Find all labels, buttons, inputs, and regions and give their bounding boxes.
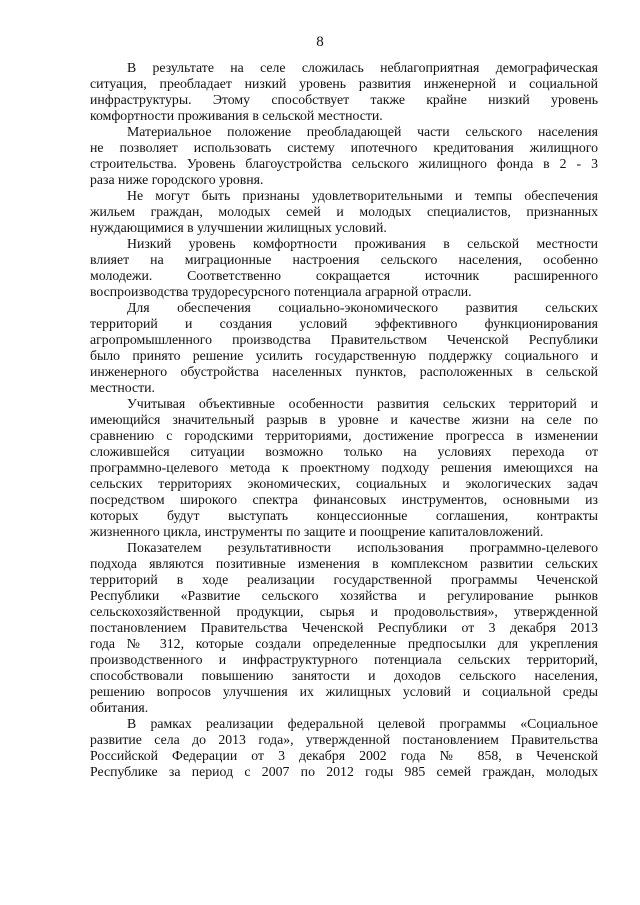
text-line: Учитывая объективные особенности развития сельских территорий и <box>127 396 598 411</box>
text-line: Низкий уровень комфортности проживания в сельской местности <box>127 236 598 251</box>
text-line: производственного и инфраструктурного потенциала сельских территорий, <box>90 652 598 667</box>
text-line: ситуация, преобладает низкий уровень развития инженерной и социальной <box>90 76 598 91</box>
paragraph <box>90 236 598 300</box>
paragraph <box>90 300 598 396</box>
page-number: 8 <box>316 34 324 50</box>
text-line: посредством широкого спектра финансовых инструментов, основными из <box>90 492 598 507</box>
paragraph <box>90 716 598 780</box>
text-line: сельских территориях экономических, социальных и экологических задач <box>90 476 598 491</box>
text-line: решению вопросов улучшения их жилищных условий и социальной среды <box>90 684 598 699</box>
document-body <box>90 60 598 780</box>
text-line: способствовали повышению занятости и доходов сельского населения, <box>90 668 598 683</box>
text-line: Для обеспечения социально-экономического развития сельских <box>127 300 598 315</box>
paragraph <box>90 540 598 716</box>
paragraph <box>90 188 598 236</box>
text-line: которых будут выступать концессионные соглашения, контракты <box>90 508 598 523</box>
text-line: инженерного обустройства населенных пунктов, расположенных в сельской <box>90 364 598 379</box>
text-line: раза ниже городского уровня. <box>90 172 264 187</box>
text-line: местности. <box>90 380 155 395</box>
text-line: жильем граждан, молодых семей и молодых специалистов, признанных <box>90 204 598 219</box>
text-line: программно-целевого метода к проектному подходу решения имеющихся на <box>90 460 598 475</box>
text-line: сложившейся ситуации возможно только на условиях перехода от <box>90 444 598 459</box>
paragraph <box>90 60 598 124</box>
text-line: территорий и создания условий эффективного функционирования <box>90 316 598 331</box>
paragraph <box>90 396 598 540</box>
text-line: территорий в ходе реализации государственной программы Чеченской <box>90 572 598 587</box>
paragraph <box>90 124 598 188</box>
text-line: молодежи. Соответственно сокращается источник расширенного <box>90 268 598 283</box>
text-line: инфраструктуры. Этому способствует также крайне низкий уровень <box>90 92 598 107</box>
text-line: развитие села до 2013 года», утвержденной постановлением Правительства <box>90 732 598 747</box>
text-line: нуждающимися в улучшении жилищных условий. <box>90 220 387 235</box>
text-line: сравнению с городскими территориями, достижение прогресса в изменении <box>90 428 598 443</box>
text-line: Республике за период с 2007 по 2012 годы 985 семей граждан, молодых <box>90 764 598 779</box>
text-line: обитания. <box>90 700 149 715</box>
text-line: комфортности проживания в сельской местности. <box>90 108 383 123</box>
text-line: подхода являются позитивные изменения в комплексном развитии сельских <box>90 556 598 571</box>
text-line: Российской Федерации от 3 декабря 2002 года № 858, в Чеченской <box>90 748 598 763</box>
text-line: Не могут быть признаны удовлетворительными и темпы обеспечения <box>127 188 598 203</box>
text-line: Материальное положение преобладающей части сельского населения <box>127 124 598 139</box>
text-line: не позволяет использовать систему ипотечного кредитования жилищного <box>90 140 598 155</box>
text-line: строительства. Уровень благоустройства сельского жилищного фонда в 2 - 3 <box>90 156 598 171</box>
text-line: воспроизводства трудоресурсного потенциала аграрной отрасли. <box>90 284 472 299</box>
text-line: имеющийся значительный разрыв в уровне и качестве жизни на селе по <box>90 412 598 427</box>
text-line: постановлением Правительства Чеченской Республики от 3 декабря 2013 <box>90 620 598 635</box>
text-line: В рамках реализации федеральной целевой программы «Социальное <box>127 716 598 731</box>
text-line: Показателем результативности использования программно-целевого <box>127 540 598 555</box>
text-line: сельскохозяйственной продукции, сырья и продовольствия», утвержденной <box>90 604 598 619</box>
text-line: влияет на миграционные настроения сельского населения, особенно <box>90 252 598 267</box>
text-line: было принято решение усилить государственную поддержку социального и <box>90 348 598 363</box>
text-line: В результате на селе сложилась неблагоприятная демографическая <box>127 60 598 75</box>
text-line: жизненного цикла, инструменты по защите и поощрение капиталовложений. <box>90 524 544 539</box>
text-line: Республики «Развитие сельского хозяйства и регулирование рынков <box>90 588 598 603</box>
text-line: года № 312, которые создали определенные предпосылки для укрепления <box>90 636 598 651</box>
text-line: агропромышленного производства Правительством Чеченской Республики <box>90 332 598 347</box>
